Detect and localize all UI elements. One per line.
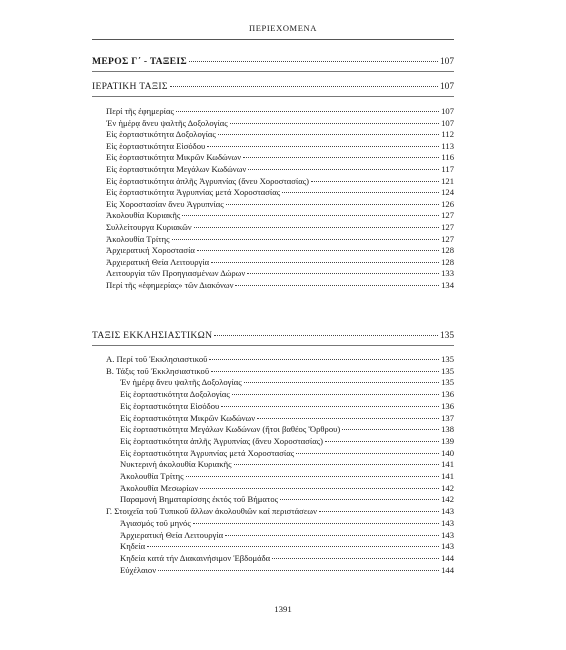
toc-entry[interactable]: [120, 377, 454, 388]
toc-entry[interactable]: [120, 553, 454, 564]
dot-leader: [342, 429, 439, 430]
toc-entry-title: Εὐχέλαιον: [120, 564, 157, 575]
dot-leader: [209, 359, 439, 360]
dot-leader: [257, 418, 439, 419]
toc-entry-title: Εἰς ἑορταστικότητα Ἀγρυπνίας μετά Χοροστασίας: [106, 187, 281, 198]
toc-entry-page: 133: [441, 268, 454, 279]
dot-leader: [325, 441, 439, 442]
toc-entry[interactable]: [120, 436, 454, 447]
toc-entry[interactable]: [106, 176, 454, 187]
dot-leader: [176, 111, 439, 112]
toc-entry[interactable]: [106, 257, 454, 268]
divider: [92, 96, 454, 97]
toc-entry-title: Κηδεία κατά τήν Διακαινήσιμον Ἑβδομάδα: [120, 552, 271, 563]
dot-leader: [214, 335, 438, 336]
toc-entry[interactable]: [106, 222, 454, 233]
toc-entry[interactable]: [106, 245, 454, 256]
toc-entry[interactable]: [106, 187, 454, 198]
toc-entry[interactable]: [106, 199, 454, 210]
toc-entry-title: Εἰς ἑορταστικότητα Δοξολογίας: [120, 389, 230, 400]
toc-entry-page: 116: [441, 152, 454, 163]
toc-entry-page: 144: [441, 564, 454, 575]
toc-entry-title: Α. Περί τοῦ Ἐκκλησιαστικοῦ: [106, 354, 208, 364]
toc-entry-page: 135: [441, 365, 454, 376]
toc-entry-page: 127: [441, 210, 454, 221]
toc-entry-page: 136: [441, 389, 454, 400]
toc-entry-page: 113: [441, 140, 454, 151]
dot-leader: [248, 169, 439, 170]
toc-entry-page: 128: [441, 256, 454, 267]
toc-entry-page: 121: [441, 175, 454, 186]
toc-entry[interactable]: [120, 518, 454, 529]
toc-entry-title: Ἀκολουθία Μεσωρίων: [120, 482, 199, 493]
dot-leader: [243, 157, 439, 158]
toc-entry-page: 107: [441, 117, 454, 128]
toc-entry[interactable]: [106, 354, 454, 365]
dot-leader: [272, 558, 439, 559]
toc-entry[interactable]: [120, 424, 454, 435]
toc-entry-page: 142: [441, 494, 454, 505]
toc-entry[interactable]: [106, 129, 454, 140]
dot-leader: [282, 192, 439, 193]
toc-entry[interactable]: [120, 541, 454, 552]
toc-entry-title: Εἰς ἑορταστικότητα Μικρῶν Κωδώνων: [120, 412, 256, 423]
toc-entry-page: 137: [441, 412, 454, 423]
toc-title: ΤΑΞΙΣ ΕΚΚΛΗΣΙΑΣΤΙΚΩΝ: [92, 330, 213, 341]
toc-entry[interactable]: [106, 210, 454, 221]
dot-leader: [280, 499, 439, 500]
toc-entry-title: Εἰς ἑορταστικότητα Μεγάλων Κωδώνων: [106, 164, 247, 174]
toc-entry-title: Ἀρχιερατική Θεία Λειτουργία: [120, 529, 224, 540]
toc-page: 107: [439, 82, 454, 92]
toc-entry[interactable]: [120, 494, 454, 505]
page-number: 1391: [274, 604, 292, 614]
toc-entry[interactable]: [106, 280, 454, 291]
toc-page: 107: [439, 57, 454, 67]
toc-entry[interactable]: [120, 459, 454, 470]
dot-leader: [158, 570, 439, 571]
toc-entry-title: Εἰς ἑορταστικότητα ἁπλῆς Ἀγρυπνίας (ἄνευ Χοροστασίας): [106, 175, 309, 186]
toc-entry-title: Ἀκολουθία Τρίτης: [106, 233, 170, 244]
toc-entry-page: 139: [441, 435, 454, 446]
toc-entry[interactable]: [120, 483, 454, 494]
dot-leader: [186, 476, 440, 477]
dot-leader: [230, 123, 439, 124]
toc-entry-title: Εἰς ἑορταστικότητα Μικρῶν Κωδώνων: [106, 152, 242, 163]
toc-entry-page: 135: [441, 377, 454, 388]
dot-leader: [211, 371, 439, 372]
toc-entry-page: 144: [441, 552, 454, 563]
toc-entry-page: 143: [441, 529, 454, 540]
toc-page: 135: [439, 331, 454, 341]
toc-entry-page: 141: [441, 459, 454, 470]
dot-leader: [225, 535, 439, 536]
dot-leader: [200, 488, 439, 489]
toc-entry-page: 138: [441, 424, 454, 435]
toc-entry-title: Ἀρχιερατική Θεία Λειτουργία: [106, 256, 210, 267]
toc-entry[interactable]: [120, 530, 454, 541]
toc-entry-page: 127: [441, 222, 454, 232]
divider: [92, 345, 454, 346]
toc-main-part[interactable]: [92, 56, 454, 68]
toc-entry-title: Εἰς Χοροστασίαν ἄνευ Ἀγρυπνίας: [106, 198, 224, 209]
toc-entry-title: Εἰς ἑορταστικότητα Μεγάλων Κωδώνων (ἤτοι βαθέος Ὄρθρου): [120, 424, 341, 435]
toc-entry-title: Περί τῆς ἐφημερίας: [106, 106, 174, 116]
toc-entry-title: Γ. Στοιχεῖα τοῦ Τυπικοῦ ἄλλων ἀκολουθιῶν καί περιστάσεων: [106, 506, 317, 517]
toc-entry-title: Ἐν ἡμέρᾳ ἄνευ ψαλτῆς Δοξολογίας: [106, 117, 228, 128]
toc-entry-page: 136: [441, 400, 454, 411]
toc-entry-page: 141: [441, 471, 454, 481]
dot-leader: [218, 134, 440, 135]
toc-entry-title: Κηδεία: [120, 541, 146, 552]
dot-leader: [221, 406, 439, 407]
dot-leader: [189, 61, 438, 62]
toc-entry-title: Ἀρχιερατική Χοροστασία: [106, 245, 195, 256]
toc-entry[interactable]: [120, 471, 454, 482]
dot-leader: [211, 262, 439, 263]
toc-entry-title: Λειτουργία τῶν Προηγιασμένων Δώρων: [106, 268, 246, 279]
dot-leader: [172, 239, 440, 240]
dot-leader: [234, 464, 440, 465]
toc-entry-page: 134: [441, 280, 454, 290]
toc-entry[interactable]: [106, 506, 454, 517]
toc-entry[interactable]: [120, 448, 454, 459]
toc-entry-title: Β. Τάξις τοῦ Ἐκκλησιαστικοῦ: [106, 365, 210, 376]
toc-entry-title: Εἰς ἑορταστικότητα Εἰσόδου: [120, 400, 220, 411]
toc-section-ieratiki[interactable]: [92, 81, 454, 93]
toc-entry-page: 112: [441, 129, 454, 140]
toc-entry-title: Περί τῆς «ἐφημερίας» τῶν Διακόνων: [106, 280, 234, 290]
dot-leader: [247, 273, 439, 274]
toc-entry[interactable]: [106, 152, 454, 163]
toc-entry-title: Παραμονή Βηματαρίσσης ἐκτός τοῦ Βήματος: [120, 494, 279, 505]
toc-entry-page: 127: [441, 233, 454, 244]
toc-entry-page: 128: [441, 245, 454, 256]
running-header: ΠΕΡΙΕΧΟΜΕΝΑ: [249, 23, 317, 33]
toc-entry-title: Εἰς ἑορταστικότητα Δοξολογίας: [106, 129, 216, 140]
dot-leader: [193, 523, 439, 524]
toc-entry-title: Νυκτερινή ἀκολουθία Κυριακῆς: [120, 459, 232, 470]
toc-entry[interactable]: [106, 234, 454, 245]
toc-entry-page: 142: [441, 482, 454, 493]
toc-entry-title: Ἐν ἡμέρᾳ ἄνευ ψαλτῆς Δοξολογίας: [120, 377, 242, 388]
toc-entry-page: 135: [441, 354, 454, 364]
toc-entry[interactable]: [106, 268, 454, 279]
toc-entry-page: 126: [441, 198, 454, 209]
toc-entry[interactable]: [106, 106, 454, 117]
toc-entry-title: Εἰς ἑορταστικότητα Ἀγρυπνίας μετά Χοροστασίας: [120, 447, 295, 458]
dot-leader: [147, 546, 439, 547]
toc-entry-page: 143: [441, 517, 454, 528]
dot-leader: [235, 285, 439, 286]
toc-entry[interactable]: [120, 401, 454, 412]
toc-entry[interactable]: [120, 389, 454, 400]
dot-leader: [244, 382, 439, 383]
toc-entry-page: 124: [441, 187, 454, 198]
toc-entry[interactable]: [106, 164, 454, 175]
dot-leader: [197, 250, 439, 251]
toc-entry-page: 143: [441, 541, 454, 552]
toc-entry[interactable]: [106, 118, 454, 129]
toc-title: ΙΕΡΑΤΙΚΗ ΤΑΞΙΣ: [92, 81, 168, 92]
toc-entry-title: Ἀκολουθία Τρίτης: [120, 471, 184, 481]
toc-entry-page: 143: [441, 506, 454, 517]
dot-leader: [182, 215, 439, 216]
dot-leader: [319, 511, 439, 512]
dot-leader: [296, 453, 439, 454]
header-rule: [92, 39, 454, 40]
toc-entry-title: Εἰς ἑορταστικότητα ἁπλῆς Ἀγρυπνίας (ἄνευ Χοροστασίας): [120, 435, 323, 446]
toc-entry-title: Συλλείτουργα Κυριακῶν: [106, 222, 192, 232]
toc-entry-title: Ἁγιασμός τοῦ μηνός: [120, 517, 191, 528]
divider: [92, 71, 454, 72]
toc-title: ΜΕΡΟΣ Γ΄ - ΤΑΞΕΙΣ: [92, 56, 187, 67]
dot-leader: [170, 86, 438, 87]
dot-leader: [226, 204, 439, 205]
toc-entry-title: Εἰς ἑορταστικότητα Εἰσόδου: [106, 140, 206, 151]
dot-leader: [194, 227, 439, 228]
dot-leader: [311, 181, 439, 182]
dot-leader: [207, 146, 439, 147]
toc-entry-page: 117: [441, 164, 454, 174]
toc-entry[interactable]: [106, 141, 454, 152]
toc-entry-title: Ἀκολουθία Κυριακῆς: [106, 210, 181, 221]
toc-entry-page: 107: [441, 106, 454, 116]
toc-entry[interactable]: [120, 413, 454, 424]
toc-section-ekklisiastikon[interactable]: [92, 330, 454, 342]
toc-entry[interactable]: [120, 565, 454, 576]
toc-entry[interactable]: [106, 366, 454, 377]
toc-entry-page: 140: [441, 447, 454, 458]
dot-leader: [232, 394, 439, 395]
